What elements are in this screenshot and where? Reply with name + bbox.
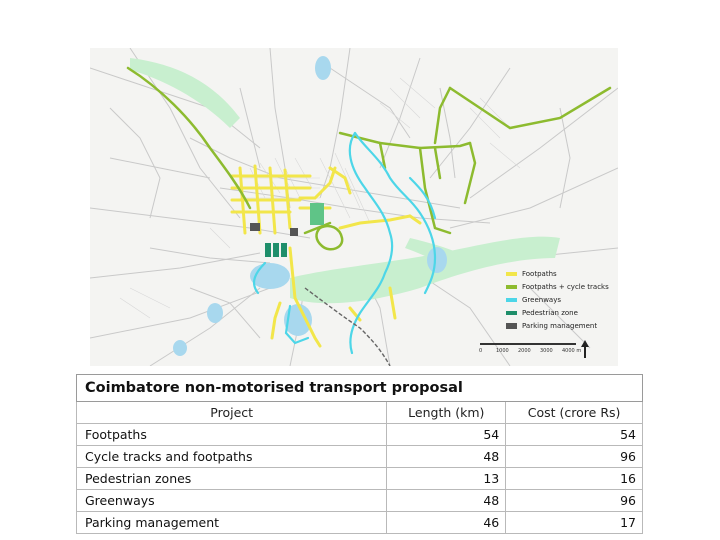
column-header-project: Project: [77, 402, 387, 424]
column-header-cost: Cost (crore Rs): [506, 402, 643, 424]
project-name: Greenways: [77, 490, 387, 512]
project-name: Footpaths: [77, 424, 387, 446]
legend-swatch: [506, 323, 517, 329]
legend-item-pedestrian-zone: [506, 309, 578, 317]
table-row: [77, 490, 643, 512]
table-row: [77, 468, 643, 490]
legend-item-cycle-tracks: [506, 283, 609, 291]
legend-label: Footpaths: [522, 270, 557, 278]
legend-item-parking: [506, 322, 597, 330]
project-length: 54: [387, 424, 506, 446]
legend-label: Pedestrian zone: [522, 309, 578, 317]
scale-line: [480, 343, 576, 345]
table-title-row: [77, 375, 643, 402]
legend-swatch: [506, 272, 517, 276]
legend-label: Greenways: [522, 296, 562, 304]
scale-tick: 4000 m: [562, 348, 582, 354]
legend-label: Footpaths + cycle tracks: [522, 283, 609, 291]
north-arrow-icon: [580, 340, 590, 358]
scale-tick: 1000: [496, 348, 509, 354]
scale-tick: 3000: [540, 348, 553, 354]
project-cost: 16: [506, 468, 643, 490]
project-cost: 96: [506, 446, 643, 468]
scale-tick: 0: [479, 348, 483, 354]
legend-swatch: [506, 298, 517, 302]
scale-bar: [476, 340, 586, 360]
project-cost: 54: [506, 424, 643, 446]
column-header-length: Length (km): [387, 402, 506, 424]
road-network: [90, 48, 618, 366]
legend-label: Parking management: [522, 322, 598, 330]
project-length: 46: [387, 512, 506, 534]
map-canvas: [90, 48, 618, 366]
project-name: Pedestrian zones: [77, 468, 387, 490]
city-map: [90, 48, 618, 366]
project-length: 48: [387, 446, 506, 468]
project-cost: 17: [506, 512, 643, 534]
legend-swatch: [506, 285, 517, 289]
project-name: Cycle tracks and footpaths: [77, 446, 387, 468]
table-title: Coimbatore non-motorised transport proposal: [77, 375, 643, 402]
legend-swatch: [506, 311, 517, 315]
project-cost: 96: [506, 490, 643, 512]
table-row: [77, 512, 643, 534]
table-row: [77, 446, 643, 468]
project-table: [76, 374, 643, 534]
project-name: Parking management: [77, 512, 387, 534]
table-row: [77, 424, 643, 446]
scale-tick: 2000: [518, 348, 531, 354]
legend-item-greenways: [506, 296, 561, 304]
project-length: 48: [387, 490, 506, 512]
legend-item-footpaths: [506, 270, 557, 278]
project-length: 13: [387, 468, 506, 490]
table-header-row: [77, 402, 643, 424]
